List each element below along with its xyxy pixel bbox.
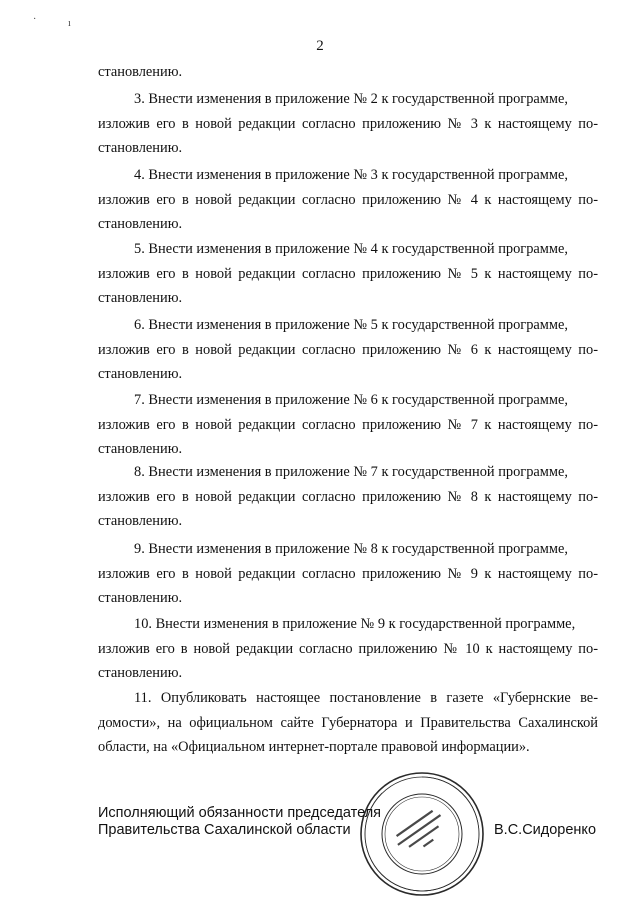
scan-mark: ı bbox=[68, 18, 71, 29]
text-line: 9. Внести изменения в приложение № 8 к государственной программе, bbox=[134, 541, 568, 557]
paragraph-item-5 bbox=[98, 237, 598, 311]
text-line: изложив его в новой редакции согласно приложению № 8 к настоящему по- bbox=[98, 488, 598, 505]
text-line: области, на «Официальном интернет-портале правовой информации». bbox=[98, 739, 530, 756]
text-line: 10. Внести изменения в приложение № 9 к государственной программе, bbox=[134, 616, 576, 632]
signatory-name: В.С.Сидоренко bbox=[494, 822, 597, 838]
signature-position-line-2: Правительства Сахалинской области bbox=[98, 822, 351, 838]
paragraph-item-9 bbox=[98, 537, 598, 611]
text-line: изложив его в новой редакции согласно приложению № 6 к настоящему по- bbox=[98, 341, 598, 358]
paragraph-item-8 bbox=[98, 460, 598, 534]
text-line: становлению. bbox=[98, 140, 183, 157]
text-line: становлению. bbox=[98, 665, 183, 682]
paragraph-item-6 bbox=[98, 313, 598, 387]
text-line: изложив его в новой редакции согласно приложению № 5 к настоящему по- bbox=[98, 265, 598, 282]
text-line: домости», на официальном сайте Губернатора и Правительства Сахалинской bbox=[98, 714, 598, 731]
text-line: изложив его в новой редакции согласно приложению № 3 к настоящему по- bbox=[98, 115, 598, 132]
official-stamp bbox=[358, 770, 486, 898]
paragraph-item-7 bbox=[98, 388, 598, 462]
text-line: 5. Внести изменения в приложение № 4 к государственной программе, bbox=[134, 241, 568, 257]
text-line: изложив его в новой редакции согласно приложению № 7 к настоящему по- bbox=[98, 416, 598, 433]
text-line: становлению. bbox=[98, 590, 183, 607]
text-line: изложив его в новой редакции согласно приложению № 9 к настоящему по- bbox=[98, 565, 598, 582]
text-line: становлению. bbox=[98, 441, 183, 458]
paragraph-item-10 bbox=[98, 612, 598, 686]
text-line: становлению. bbox=[98, 290, 183, 307]
text-line: 8. Внести изменения в приложение № 7 к государственной программе, bbox=[134, 464, 568, 480]
paragraph-item-11 bbox=[98, 686, 598, 760]
text-line: становлению. bbox=[98, 64, 183, 80]
text-line: 6. Внести изменения в приложение № 5 к государственной программе, bbox=[134, 317, 568, 333]
text-line: 11. Опубликовать настоящее постановление в газете «Губернские ве- bbox=[134, 690, 598, 706]
page-number: 2 bbox=[316, 38, 324, 54]
text-line: становлению. bbox=[98, 216, 183, 233]
paragraph-continuation bbox=[98, 60, 598, 85]
text-line: изложив его в новой редакции согласно приложению № 4 к настоящему по- bbox=[98, 191, 598, 208]
scan-mark: · bbox=[33, 14, 37, 25]
paragraph-item-4 bbox=[98, 163, 598, 237]
paragraph-item-3 bbox=[98, 87, 598, 161]
text-line: становлению. bbox=[98, 366, 183, 383]
text-line: 4. Внести изменения в приложение № 3 к государственной программе, bbox=[134, 167, 568, 183]
text-line: становлению. bbox=[98, 513, 183, 530]
text-line: 7. Внести изменения в приложение № 6 к государственной программе, bbox=[134, 392, 568, 408]
text-line: 3. Внести изменения в приложение № 2 к государственной программе, bbox=[134, 91, 568, 107]
signature-position-line-1: Исполняющий обязанности председателя bbox=[98, 805, 382, 821]
text-line: изложив его в новой редакции согласно приложению № 10 к настоящему по- bbox=[98, 640, 598, 657]
